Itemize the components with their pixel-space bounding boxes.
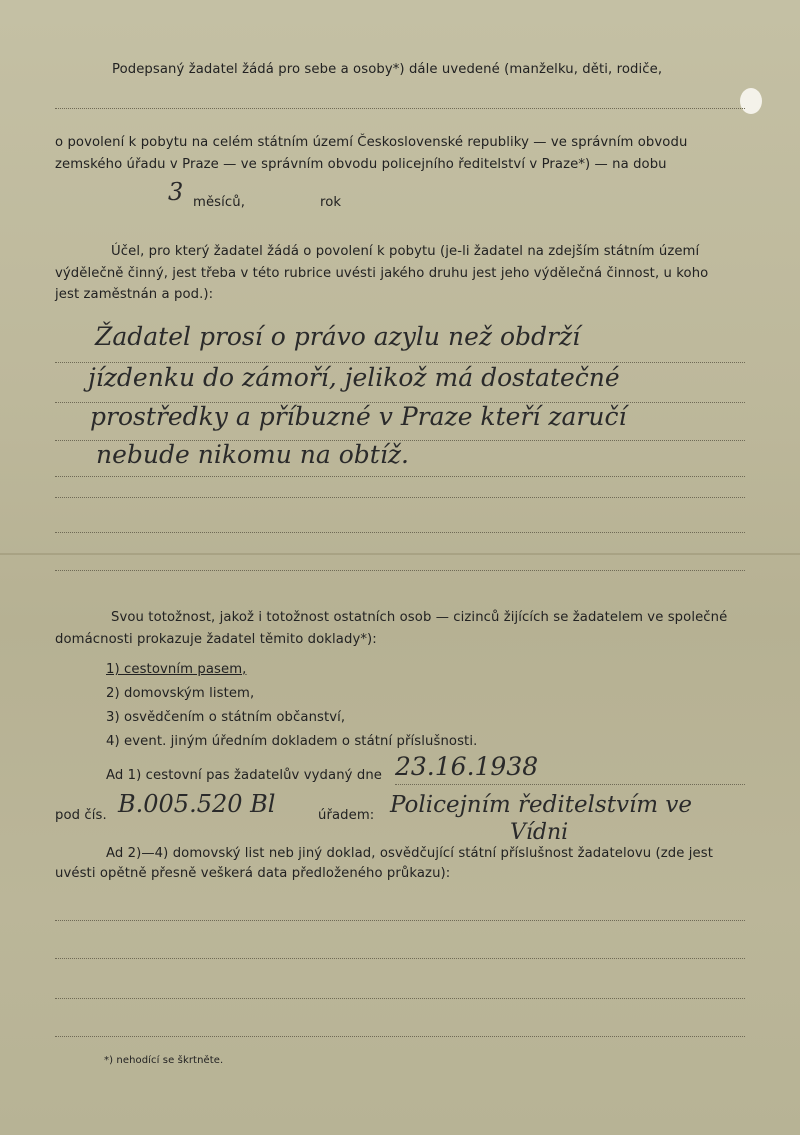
passport-date: 23.16.1938: [395, 752, 539, 781]
passport-office-label: úřadem:: [318, 808, 375, 823]
passport-office-2: Vídni: [510, 820, 569, 845]
document-item-1: 1) cestovním pasem,: [106, 662, 247, 677]
fill-line: [55, 108, 745, 109]
fill-line: [55, 362, 745, 363]
months-label: měsíců,: [193, 195, 245, 210]
identity-line-1: Svou totožnost, jakož i totožnost ostatních osob — cizinců žijících se žadatelem ve společné: [111, 610, 728, 625]
fill-line: [55, 920, 745, 921]
purpose-handwritten-4: nebude nikomu na obtíž.: [96, 440, 409, 469]
document-item-3: 3) osvědčením o státním občanství,: [106, 710, 346, 725]
purpose-handwritten-2: jízdenku do zámoří, jelikož má dostatečné: [88, 363, 620, 392]
fill-line: [55, 440, 745, 441]
fill-line: [55, 1036, 745, 1037]
permit-line-2: zemského úřadu v Praze — ve správním obvodu policejního ředitelství v Praze*) — na dobu: [55, 157, 667, 172]
passport-ad-label: Ad 1) cestovní pas žadatelův vydaný dne: [106, 768, 383, 783]
passport-number: B.005.520 Bl: [118, 790, 276, 818]
document-item-4: 4) event. jiným úředním dokladem o státní příslušnosti.: [106, 734, 478, 749]
fill-line: [55, 497, 745, 498]
fill-line: [55, 476, 745, 477]
paper-fold: [0, 553, 800, 555]
permit-line-1: o povolení k pobytu na celém státním území Československé republiky — ve správním obvodu: [55, 135, 688, 150]
domicile-line-2: uvésti opětně přesně veškerá data předloženého průkazu):: [55, 866, 451, 881]
identity-line-2: domácnosti prokazuje žadatel těmito doklady*):: [55, 632, 377, 647]
fill-line: [55, 532, 745, 533]
fill-line: [55, 402, 745, 403]
punch-hole: [740, 88, 762, 114]
document-item-2: 2) domovským listem,: [106, 686, 255, 701]
passport-number-label: pod čís.: [55, 808, 107, 823]
purpose-line-2: výdělečně činný, jest třeba v této rubrice uvésti jakého druhu jest jeho výdělečná činnost, u koho: [55, 266, 709, 281]
fill-line: [55, 998, 745, 999]
year-label: rok: [320, 195, 342, 210]
domicile-line-1: Ad 2)—4) domovský list neb jiný doklad, osvědčující státní příslušnost žadatelovu (zde jest: [106, 846, 713, 861]
purpose-handwritten-1: Žadatel prosí o právo azylu než obdrží: [95, 322, 581, 351]
purpose-handwritten-3: prostředky a příbuzné v Praze kteří zaručí: [90, 402, 627, 431]
fill-line: [55, 958, 745, 959]
months-value: 3: [168, 178, 184, 206]
purpose-line-1: Účel, pro který žadatel žádá o povolení k pobytu (je-li žadatel na zdejším státním území: [111, 244, 700, 259]
purpose-line-3: jest zaměstnán a pod.):: [55, 287, 214, 302]
fill-line: [55, 570, 745, 571]
fill-line: [395, 784, 745, 785]
footnote: *) nehodící se škrtněte.: [104, 1055, 224, 1066]
passport-office: Policejním ředitelstvím ve: [390, 792, 693, 818]
intro-line: Podepsaný žadatel žádá pro sebe a osoby*) dále uvedené (manželku, děti, rodiče,: [112, 62, 663, 77]
